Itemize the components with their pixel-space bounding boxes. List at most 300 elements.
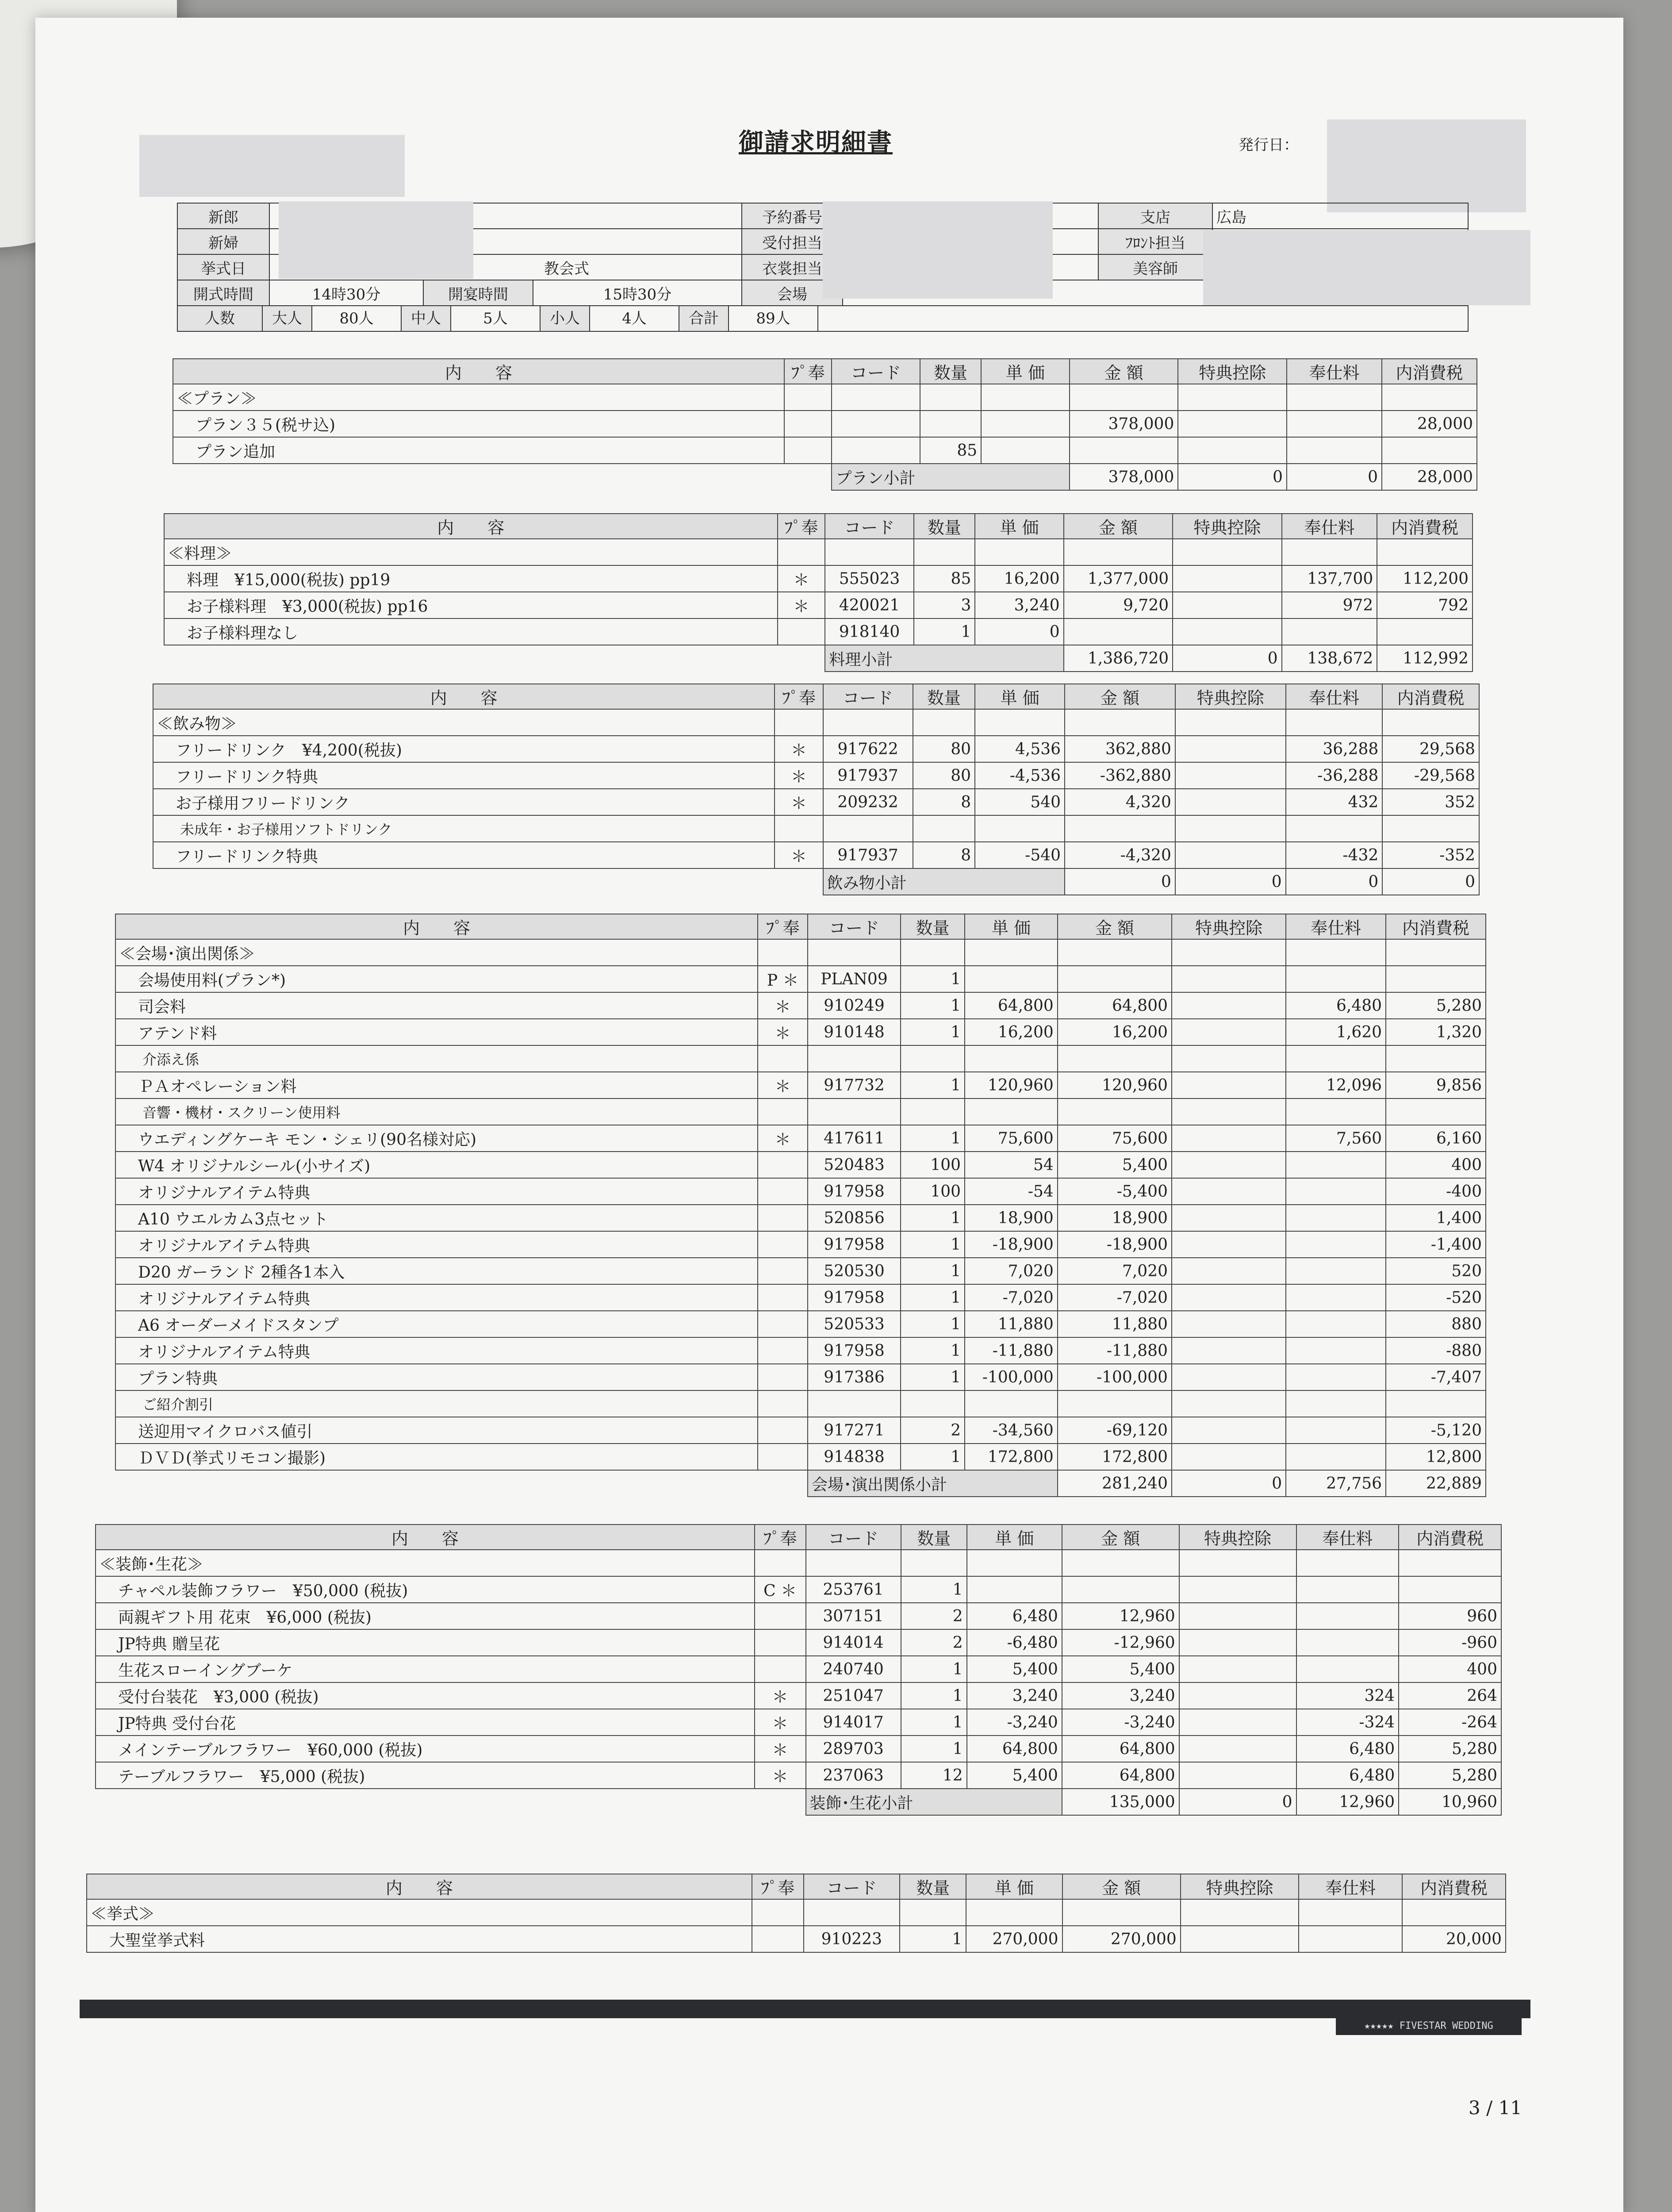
section-flower <box>95 1524 1502 1816</box>
cell-name: 大聖堂挙式料 <box>87 1926 752 1952</box>
cell-unit: -4,536 <box>975 762 1065 789</box>
empty-cell <box>1058 1390 1172 1417</box>
cell-flag <box>758 1364 808 1390</box>
empty-cell <box>164 645 825 672</box>
cell-tax: 520 <box>1386 1258 1486 1284</box>
empty-cell <box>823 709 913 736</box>
cell-amount: -5,400 <box>1058 1178 1172 1205</box>
empty-cell <box>1386 1045 1486 1072</box>
cell-amount: 64,800 <box>1062 1762 1179 1789</box>
section-drink <box>153 684 1480 895</box>
date-label: 挙式日 <box>177 254 269 280</box>
cell-discount <box>1179 1656 1296 1682</box>
empty-cell <box>1065 709 1175 736</box>
cell-code: 209232 <box>823 789 913 815</box>
cell-tax: 12,800 <box>1386 1444 1486 1470</box>
cell-qty: 1 <box>901 1284 965 1311</box>
subtotal-tax: 22,889 <box>1386 1470 1486 1497</box>
subtotal-row <box>173 464 1477 490</box>
cell-code: 555023 <box>825 565 913 592</box>
cell-unit <box>967 1576 1062 1603</box>
page-number: 3 / 11 <box>1469 2097 1522 2119</box>
empty-cell <box>752 1899 804 1926</box>
empty-cell <box>96 1789 806 1815</box>
cell-unit: -7,020 <box>965 1284 1058 1311</box>
cell-code: 917958 <box>808 1284 901 1311</box>
col-header-unit: 単 価 <box>975 684 1065 709</box>
table-row <box>96 1736 1501 1762</box>
col-header-code: コード <box>806 1525 901 1550</box>
cell-name: 会場使用料(プラン*) <box>115 966 758 992</box>
section-venue-sec <box>115 914 1486 1497</box>
cell-amount <box>1062 1576 1179 1603</box>
cell-code: 917937 <box>823 762 913 789</box>
subtotal-label: 装飾･生花小計 <box>806 1789 1062 1815</box>
subtotal-amount: 0 <box>1065 868 1175 895</box>
cell-amount: 172,800 <box>1058 1444 1172 1470</box>
cell-code: 520483 <box>808 1152 901 1178</box>
child-label: 小人 <box>541 306 590 331</box>
cell-unit: 5,400 <box>967 1656 1062 1682</box>
col-header-tax: 内消費税 <box>1386 914 1486 939</box>
cell-qty: 85 <box>920 437 981 464</box>
empty-cell <box>965 1390 1058 1417</box>
cell-tax: 1,400 <box>1386 1205 1486 1231</box>
cell-qty: 1 <box>901 1019 965 1045</box>
cell-service <box>1286 1444 1386 1470</box>
child-count: 4人 <box>590 306 679 331</box>
empty-cell <box>1178 384 1287 411</box>
cell-qty: 1 <box>901 1682 967 1709</box>
cell-unit: 172,800 <box>965 1444 1058 1470</box>
cell-flag: ＊ <box>758 1072 808 1098</box>
cell-amount: -100,000 <box>1058 1364 1172 1390</box>
cell-flag <box>758 1444 808 1470</box>
cell-discount <box>1175 789 1286 815</box>
col-header-content: 内 容 <box>164 514 778 539</box>
col-header-discount: 特典控除 <box>1178 359 1287 384</box>
cell-code: 253761 <box>806 1576 901 1603</box>
col-header-discount: 特典控除 <box>1172 914 1286 939</box>
empty-cell <box>1377 539 1473 565</box>
cell-unit: 5,400 <box>967 1762 1062 1789</box>
cell-unit: 0 <box>975 618 1063 645</box>
cell-discount <box>1179 1762 1296 1789</box>
cell-code: 910223 <box>804 1926 900 1952</box>
cell-flag <box>784 411 832 437</box>
empty-cell <box>1296 1550 1399 1576</box>
cell-qty: 80 <box>913 736 975 762</box>
col-header-qty: 数量 <box>900 1874 966 1899</box>
col-header-qty: 数量 <box>914 514 975 539</box>
mid-count: 5人 <box>451 306 541 331</box>
empty-cell <box>1172 1390 1286 1417</box>
empty-cell <box>901 1550 967 1576</box>
cell-flag: ＊ <box>775 842 823 868</box>
cell-service <box>1286 1152 1386 1178</box>
col-header-code: コード <box>832 359 920 384</box>
cell-code: 917937 <box>823 842 913 868</box>
cell-service: -432 <box>1286 842 1383 868</box>
cell-amount: 75,600 <box>1058 1125 1172 1152</box>
cell-service: 137,700 <box>1282 565 1377 592</box>
col-header-discount: 特典控除 <box>1181 1874 1299 1899</box>
cell-discount <box>1175 736 1286 762</box>
cell-discount <box>1172 1178 1286 1205</box>
empty-cell <box>825 539 913 565</box>
cell-flag <box>752 1926 804 1952</box>
cell-service <box>1286 1284 1386 1311</box>
cell-tax: 5,280 <box>1386 992 1486 1019</box>
redacted-name <box>139 135 405 197</box>
cell-qty: 1 <box>901 1072 965 1098</box>
section-plan <box>173 358 1477 491</box>
empty-cell <box>778 539 825 565</box>
cell-unit: 3,240 <box>975 592 1063 618</box>
cell-service: -36,288 <box>1286 762 1383 789</box>
cell-amount: 64,800 <box>1058 992 1172 1019</box>
empty-cell <box>1172 939 1286 966</box>
footer-bar <box>80 2000 1530 2018</box>
cell-code: 520530 <box>808 1258 901 1284</box>
cell-name: 料理 ¥15,000(税抜) pp19 <box>164 565 778 592</box>
cell-discount <box>1172 1364 1286 1390</box>
cell-flag: ＊ <box>758 1125 808 1152</box>
empty-cell <box>1062 1550 1179 1576</box>
cell-discount <box>1179 1709 1296 1736</box>
cell-tax: 5,280 <box>1399 1736 1501 1762</box>
cell-flag: ＊ <box>755 1736 806 1762</box>
table-row <box>115 1178 1486 1205</box>
redacted-couple-names <box>279 201 473 279</box>
table-row <box>115 1311 1486 1337</box>
cell-flag: ＊ <box>755 1762 806 1789</box>
cell-qty: 2 <box>901 1629 967 1656</box>
empty-cell <box>808 1098 901 1125</box>
cell-discount <box>1179 1682 1296 1709</box>
col-header-discount: 特典控除 <box>1179 1525 1296 1550</box>
cell-flag: ＊ <box>775 762 823 789</box>
cell-discount <box>1173 592 1281 618</box>
cell-amount: 4,320 <box>1065 789 1175 815</box>
cell-service: 12,096 <box>1286 1072 1386 1098</box>
cell-unit: 75,600 <box>965 1125 1058 1152</box>
cell-flag <box>758 1417 808 1444</box>
cell-flag: ＊ <box>758 1019 808 1045</box>
col-header-service: 奉仕料 <box>1286 914 1386 939</box>
cell-unit: 16,200 <box>965 1019 1058 1045</box>
subtotal-label: 会場･演出関係小計 <box>808 1470 1058 1497</box>
cell-tax: 29,568 <box>1382 736 1479 762</box>
cell-name: お子様料理なし <box>164 618 778 645</box>
cell-tax: 5,280 <box>1399 1762 1501 1789</box>
empty-cell <box>1058 1045 1172 1072</box>
reception-label: 受付担当 <box>742 229 843 254</box>
cell-qty: 1 <box>900 1926 966 1952</box>
cell-unit <box>981 411 1070 437</box>
cell-discount <box>1172 1019 1286 1045</box>
reservation-label: 予約番号 <box>742 203 843 229</box>
empty-cell <box>115 1470 808 1497</box>
empty-cell <box>901 1390 965 1417</box>
cell-tax <box>1377 618 1473 645</box>
cell-service <box>1287 437 1382 464</box>
cell-discount <box>1175 762 1286 789</box>
empty-cell <box>1172 1045 1286 1072</box>
empty-cell <box>900 1899 966 1926</box>
category-label: ≪挙式≫ <box>87 1899 752 1926</box>
cell-unit: -18,900 <box>965 1231 1058 1258</box>
empty-cell <box>1299 1899 1402 1926</box>
table-row <box>115 1284 1486 1311</box>
col-header-tax: 内消費税 <box>1399 1525 1501 1550</box>
empty-cell <box>966 1899 1062 1926</box>
cell-code: 910148 <box>808 1019 901 1045</box>
cell-flag: ＊ <box>755 1709 806 1736</box>
cell-flag <box>758 1231 808 1258</box>
cell-discount <box>1179 1629 1296 1656</box>
empty-cell <box>758 1098 808 1125</box>
cell-qty: 1 <box>901 1444 965 1470</box>
cell-service <box>1286 1178 1386 1205</box>
cell-flag <box>758 1205 808 1231</box>
col-header-unit: 単 価 <box>965 914 1058 939</box>
cell-discount <box>1178 437 1287 464</box>
cell-name: フリードリンク特典 <box>153 762 775 789</box>
subtotal-tax: 28,000 <box>1382 464 1477 490</box>
empty-cell <box>1179 1550 1296 1576</box>
cell-service: -324 <box>1296 1709 1399 1736</box>
col-header-flag: ﾌﾟ奉 <box>778 514 825 539</box>
cell-amount: 11,880 <box>1058 1311 1172 1337</box>
col-header-amount: 金 額 <box>1064 514 1173 539</box>
cell-name: フリードリンク ¥4,200(税抜) <box>153 736 775 762</box>
empty-cell <box>1286 1045 1386 1072</box>
col-header-flag: ﾌﾟ奉 <box>775 684 823 709</box>
cell-discount <box>1172 1125 1286 1152</box>
cell-unit: -3,240 <box>967 1709 1062 1736</box>
cell-amount: 5,400 <box>1058 1152 1172 1178</box>
cell-qty: 1 <box>901 966 965 992</box>
cell-name: JP特典 贈呈花 <box>96 1629 755 1656</box>
col-header-amount: 金 額 <box>1070 359 1178 384</box>
empty-cell <box>1058 1098 1172 1125</box>
cell-amount: -18,900 <box>1058 1231 1172 1258</box>
cell-unit <box>965 966 1058 992</box>
empty-cell <box>808 1390 901 1417</box>
cell-name: 生花スローイングブーケ <box>96 1656 755 1682</box>
cell-service: 7,560 <box>1286 1125 1386 1152</box>
empty-cell <box>806 1550 901 1576</box>
cell-qty: 1 <box>901 1311 965 1337</box>
empty-cell <box>1386 1390 1486 1417</box>
table-row <box>87 1926 1506 1952</box>
cell-discount <box>1173 565 1281 592</box>
empty-cell <box>1286 815 1383 842</box>
col-header-amount: 金 額 <box>1065 684 1175 709</box>
cell-amount: 9,720 <box>1064 592 1173 618</box>
cell-qty: 1 <box>901 1736 967 1762</box>
cell-service <box>1286 1337 1386 1364</box>
cell-flag <box>758 1258 808 1284</box>
cell-qty: 3 <box>914 592 975 618</box>
table-row <box>164 565 1473 592</box>
table-row <box>96 1709 1501 1736</box>
table-row <box>115 1152 1486 1178</box>
cell-qty: 1 <box>901 992 965 1019</box>
cell-tax: 400 <box>1399 1656 1501 1682</box>
cell-tax: 352 <box>1382 789 1479 815</box>
cell-name: 受付台装花 ¥3,000 (税抜) <box>96 1682 755 1709</box>
empty-cell <box>784 384 832 411</box>
cell-unit: 6,480 <box>967 1603 1062 1629</box>
subtotal-discount: 0 <box>1175 868 1286 895</box>
cell-flag <box>784 437 832 464</box>
cell-amount: 1,377,000 <box>1064 565 1173 592</box>
table-row <box>115 1231 1486 1258</box>
subtotal-row <box>153 868 1479 895</box>
cell-amount: 7,020 <box>1058 1258 1172 1284</box>
cell-service: 6,480 <box>1296 1736 1399 1762</box>
cell-unit: 120,960 <box>965 1072 1058 1098</box>
empty-cell <box>1382 709 1479 736</box>
total-count: 89人 <box>729 306 818 331</box>
col-header-service: 奉仕料 <box>1282 514 1377 539</box>
col-header-code: コード <box>823 684 913 709</box>
subtotal-amount: 1,386,720 <box>1064 645 1173 672</box>
subtotal-row <box>115 1470 1486 1497</box>
cell-flag: ＊ <box>755 1682 806 1709</box>
cell-unit: 4,536 <box>975 736 1065 762</box>
cell-service <box>1286 1258 1386 1284</box>
col-header-flag: ﾌﾟ奉 <box>755 1525 806 1550</box>
subtotal-discount: 0 <box>1178 464 1287 490</box>
subtotal-discount: 0 <box>1173 645 1281 672</box>
cell-unit: 64,800 <box>965 992 1058 1019</box>
empty-cell <box>967 1550 1062 1576</box>
section-food <box>164 513 1473 672</box>
cell-amount <box>1058 966 1172 992</box>
empty-cell <box>808 939 901 966</box>
cell-discount <box>1173 618 1281 645</box>
table-row <box>153 842 1479 868</box>
cell-discount <box>1172 1311 1286 1337</box>
cell-amount <box>1064 618 1173 645</box>
cell-code: 918140 <box>825 618 913 645</box>
empty-cell <box>901 1098 965 1125</box>
cell-amount: 362,880 <box>1065 736 1175 762</box>
col-header-content: 内 容 <box>87 1874 752 1899</box>
col-header-qty: 数量 <box>913 684 975 709</box>
cell-qty: 8 <box>913 789 975 815</box>
row-note: 音響・機材・スクリーン使用料 <box>115 1098 758 1125</box>
redacted-staff-2 <box>1203 230 1530 305</box>
table-row <box>153 762 1479 789</box>
cell-name: W4 オリジナルシール(小サイズ) <box>115 1152 758 1178</box>
cell-code: 520856 <box>808 1205 901 1231</box>
col-header-tax: 内消費税 <box>1382 684 1479 709</box>
cell-code <box>832 411 920 437</box>
subtotal-tax: 0 <box>1382 868 1479 895</box>
empty-cell <box>965 1098 1058 1125</box>
cell-qty: 1 <box>901 1576 967 1603</box>
col-header-tax: 内消費税 <box>1382 359 1477 384</box>
table-row <box>115 1258 1486 1284</box>
table-row <box>96 1762 1501 1789</box>
col-header-unit: 単 価 <box>967 1525 1062 1550</box>
col-header-flag: ﾌﾟ奉 <box>784 359 832 384</box>
issue-date-label: 発行日： <box>1239 136 1299 154</box>
col-header-service: 奉仕料 <box>1287 359 1382 384</box>
cell-tax: 792 <box>1377 592 1473 618</box>
banquet-time-label: 開宴時間 <box>423 280 533 306</box>
cell-amount: 378,000 <box>1070 411 1178 437</box>
empty-cell <box>1172 1098 1286 1125</box>
col-header-qty: 数量 <box>920 359 981 384</box>
cell-flag: ＊ <box>758 992 808 1019</box>
cell-tax: -29,568 <box>1382 762 1479 789</box>
empty-cell <box>1382 384 1477 411</box>
empty-cell <box>920 384 981 411</box>
empty-cell <box>1070 384 1178 411</box>
cell-discount <box>1175 842 1286 868</box>
cell-qty: 1 <box>914 618 975 645</box>
front-label: ﾌﾛﾝﾄ担当 <box>1098 229 1212 254</box>
cell-flag <box>758 1152 808 1178</box>
empty-cell <box>758 1045 808 1072</box>
cell-tax: -1,400 <box>1386 1231 1486 1258</box>
cell-flag <box>755 1656 806 1682</box>
cell-flag <box>755 1629 806 1656</box>
empty-cell <box>1181 1899 1299 1926</box>
cell-discount <box>1172 1444 1286 1470</box>
cell-unit: 18,900 <box>965 1205 1058 1231</box>
cell-flag: ＊ <box>778 565 825 592</box>
cell-flag <box>778 618 825 645</box>
empty-cell <box>1064 539 1173 565</box>
cell-name: アテンド料 <box>115 1019 758 1045</box>
cell-code: 914014 <box>806 1629 901 1656</box>
cell-name: ＰＡオペレーション料 <box>115 1072 758 1098</box>
cell-unit: 7,020 <box>965 1258 1058 1284</box>
cell-flag: P ＊ <box>758 966 808 992</box>
table-row <box>153 789 1479 815</box>
cell-name: A10 ウエルカム3点セット <box>115 1205 758 1231</box>
cell-code: 420021 <box>825 592 913 618</box>
cell-service <box>1296 1629 1399 1656</box>
banquet-time-value: 15時30分 <box>533 280 742 306</box>
cell-qty: 12 <box>901 1762 967 1789</box>
cell-qty: 1 <box>901 1364 965 1390</box>
empty-cell <box>832 384 920 411</box>
cell-tax: 400 <box>1386 1152 1486 1178</box>
venue-label: 会場 <box>742 280 843 306</box>
table-row <box>115 1417 1486 1444</box>
cell-name: 送迎用マイクロバス値引 <box>115 1417 758 1444</box>
empty-cell <box>1402 1899 1506 1926</box>
cell-unit: 16,200 <box>975 565 1063 592</box>
cell-qty: 8 <box>913 842 975 868</box>
row-note: 未成年・お子様用ソフトドリンク <box>153 815 775 842</box>
empty-cell <box>965 939 1058 966</box>
subtotal-tax: 10,960 <box>1399 1789 1501 1815</box>
cell-name: お子様料理 ¥3,000(税抜) pp16 <box>164 592 778 618</box>
cell-unit: -11,880 <box>965 1337 1058 1364</box>
branch-value: 広島 <box>1212 203 1468 229</box>
col-header-content: 内 容 <box>153 684 775 709</box>
cell-qty: 100 <box>901 1152 965 1178</box>
cell-code: 251047 <box>806 1682 901 1709</box>
